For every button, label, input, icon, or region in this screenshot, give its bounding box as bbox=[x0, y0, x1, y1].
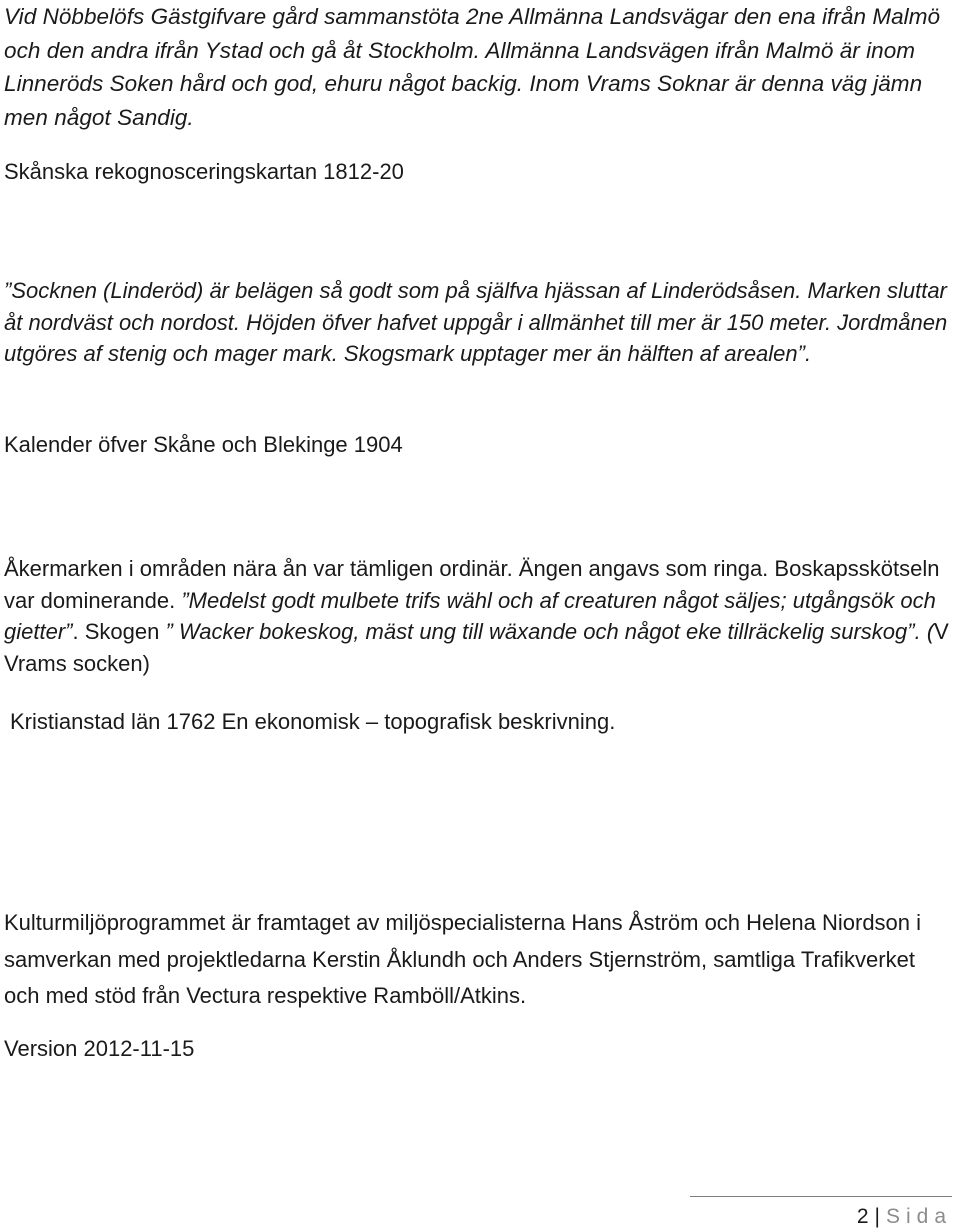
version-label: Version 2012-11-15 bbox=[4, 1036, 195, 1061]
quote-mulbete: ”Medelst godt mulbete trifs wähl och af creaturen något säljes; utgångsök och gietter” bbox=[4, 587, 936, 644]
road-description-paragraph: Vid Nöbbelöfs Gästgifvare gård sammanstöta 2ne Allmänna Landsvägar den ena ifrån Malmö och den andra ifrån Ystad och gå åt Stockholm. Allmänna Landsvägen ifrån Malmö är inom Linneröds Soken hård och god, ehuru något backig. Inom Vrams Soknar är denna väg jämn men något Sandig. bbox=[4, 4, 941, 130]
credits-paragraph: Kulturmiljöprogrammet är framtaget av miljöspecialisterna Hans Åström och Helena Niordson i samverkan med projektledarna Kerstin Åklundh och Anders Stjernström, samtliga Trafikverket och med stöd från Vectura respektive Ramböll/Atkins. bbox=[4, 910, 922, 1008]
agriculture-text-3: . ( bbox=[914, 619, 935, 644]
parish-description-paragraph: ”Socknen (Linderöd) är belägen så godt som på själfva hjässan af Linderödsåsen. Marken sluttar åt nordväst och nordost. Höjden öfver hafvet uppgår i allmänhet till mer är 150 meter. Jordmånen utgöres af stenig och mager mark. Skogsmark upptager mer än hälften af arealen”. bbox=[4, 278, 948, 366]
agriculture-paragraph bbox=[4, 553, 956, 679]
source-citation-1: Skånska rekognosceringskartan 1812-20 bbox=[4, 159, 404, 184]
page-footer bbox=[857, 1203, 952, 1231]
agriculture-text-2: . Skogen bbox=[72, 619, 166, 644]
source-citation-2: Kalender öfver Skåne och Blekinge 1904 bbox=[4, 432, 403, 457]
footer-divider bbox=[690, 1196, 952, 1197]
page-word: Sida bbox=[885, 1205, 952, 1228]
source-citation-3: Kristianstad län 1762 En ekonomisk – topografisk beskrivning. bbox=[10, 709, 616, 734]
agriculture-text-4: V Vrams socken) bbox=[4, 619, 949, 676]
page-number: 2 bbox=[856, 1205, 869, 1228]
agriculture-text-1: Åkermarken i områden nära ån var tämligen ordinär. Ängen angavs som ringa. Boskapsskötseln var dominerande. bbox=[4, 556, 940, 613]
quote-bokeskog: ” Wacker bokeskog, mäst ung till wäxande och något eke tillräckelig surskog” bbox=[165, 619, 915, 644]
footer-separator: | bbox=[874, 1205, 880, 1228]
